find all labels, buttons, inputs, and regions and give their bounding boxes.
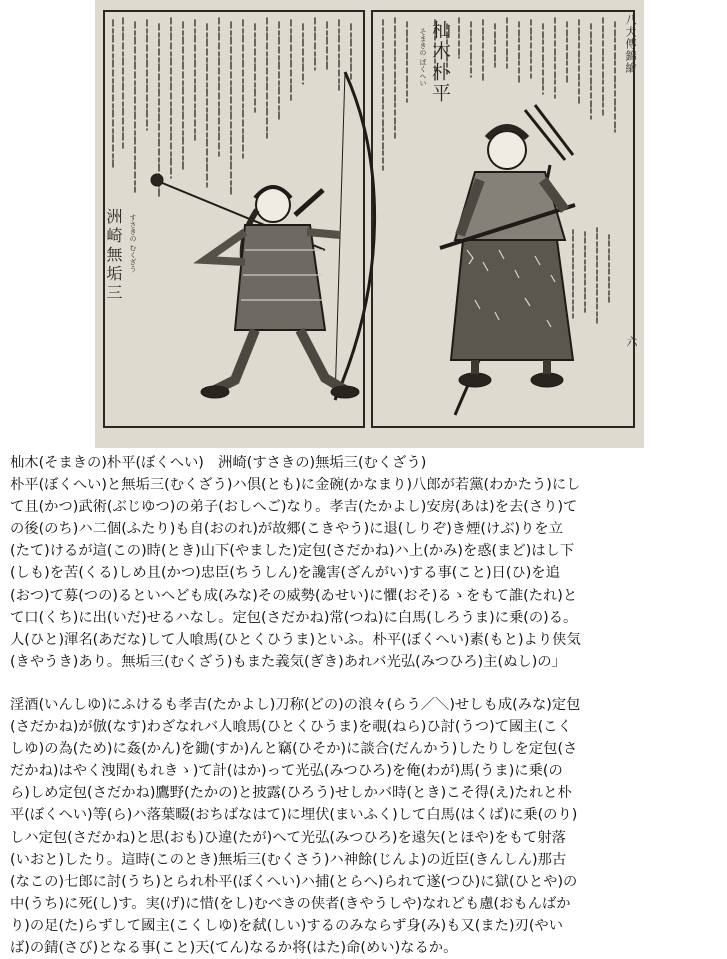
- text-line: だかね)はやく洩聞(もれきゝ)て計(はか)って光弘(みつひろ)を俺(わが)馬(うま)に乗(の: [10, 763, 563, 780]
- text-line: 中(うち)に死(し)す。実(げ)に惜(をし)むべきの侠者(きやうしや)なれども慮(おもんばか: [10, 895, 571, 912]
- text-line: (さだかね)が倣(なす)わざなれバ人喰馬(ひとくひうま)を覗(ねら)ひ討(うつ)て國主(こく: [10, 719, 572, 736]
- left-figure-name: 洲崎無垢三: [104, 208, 123, 303]
- text-line: ら)しめ定包(さだかね)鷹野(たかの)と披露(ひろう)せしかバ時(とき)こそ得(え)たれと朴: [10, 785, 572, 802]
- text-line: 平(ぼくへい)等(ら)ハ落葉畷(おちばなはて)に埋伏(まいふく)して白馬(はくば)に乗(のり): [10, 807, 578, 824]
- text-line: 人(ひと)渾名(あだな)して人喰馬(ひとくひうま)といふ。朴平(ぼくへい)素(もと)より侠気: [10, 631, 581, 648]
- archer-figure: [151, 72, 375, 400]
- transcription: [10, 452, 722, 959]
- text-line: 朴平(ぼくへい)と無垢三(むくざう)ハ倶(とも)に金碗(かなまり)八郎が若黨(わかたう)にし: [10, 477, 581, 494]
- text-line: しゆ)の為(ため)に姦(かん)を鋤(すか)んと竊(ひそか)に談合(だんかう)したりしを定包(さ: [10, 741, 578, 758]
- right-figure-name: 杣木朴平: [429, 20, 451, 104]
- text-line: (なこの)七郎に討(うち)とられ朴平(ぼくへい)ハ捕(とらへ)られて遂(つひ)に獄(ひとや)の: [10, 873, 578, 890]
- text-line: (いおと)したり。這時(このとき)無垢三(むくさう)ハ神餘(じんよ)の近臣(きんしん)那古: [10, 851, 567, 868]
- text-line: て且(かつ)武術(ぶじゆつ)の弟子(おしへご)なり。孝吉(たかよし)安房(あは)を去(さり)て: [10, 499, 578, 516]
- transcription-heading: 杣木(そまきの)朴平(ぼくへい) 洲崎(すさきの)無垢三(むくざう): [10, 455, 427, 471]
- text-line: て口(くち)に出(いだ)せるハなし。定包(さだかね)常(つね)に白馬(しろうま)に乗(の)る。: [10, 609, 578, 626]
- page-number: 六: [625, 336, 638, 347]
- woodblock-print-image: [95, 0, 644, 448]
- text-line: り)の足(た)らずして國主(こくしゆ)を弑(しい)するのみならず身(み)も又(また)刃(やい: [10, 917, 564, 934]
- paragraph-2: [10, 694, 722, 959]
- margin-title: 八犬傳錦繪: [624, 14, 637, 74]
- text-line: (たて)けるが這(この)時(とき)山下(やました)定包(さだかね)ハ上(かみ)を惑(まど)はし下: [10, 543, 575, 560]
- right-figure-ruby: そまきの ぼくへい: [419, 28, 427, 87]
- left-figure-ruby: すさきの むくざう: [129, 214, 137, 273]
- paragraph-1: [10, 474, 722, 673]
- print-illustration: [95, 0, 644, 448]
- text-line: (しも)を苦(くる)しめ且(かつ)忠臣(ちうしん)を讒害(ざんがい)する事(こと)日(ひ)を追: [10, 565, 560, 582]
- warrior-figure: [440, 105, 575, 415]
- text-line: (おつ)て募(つの)るといへども成(みな)その威勢(ゐせい)に懼(おそ)るゝをもて誰(たれ)と: [10, 587, 578, 604]
- paragraph-gap: [10, 673, 722, 694]
- text-line: の後(のち)ハ二個(ふたり)も自(おのれ)が故郷(こきやう)に退(しりぞ)き煙(けぶ)りを立: [10, 521, 564, 538]
- text-line: ば)の錆(さび)となる事(こと)天(てん)なるか将(はた)命(めい)なるか。: [10, 939, 458, 956]
- text-line: 淫酒(いんしゆ)にふけるも孝吉(たかよし)刀称(どの)の浪々(らう／＼)せしも成(みな)定包: [10, 696, 581, 713]
- text-line: (きやうき)あり。無垢三(むくざう)もまた義気(ぎき)あれバ光弘(みつひろ)主(ぬし)の」: [10, 653, 566, 670]
- text-line: しハ定包(さだかね)と思(おも)ひ違(たが)へて光弘(みつひろ)を遠矢(とほや)をもて射落: [10, 829, 566, 846]
